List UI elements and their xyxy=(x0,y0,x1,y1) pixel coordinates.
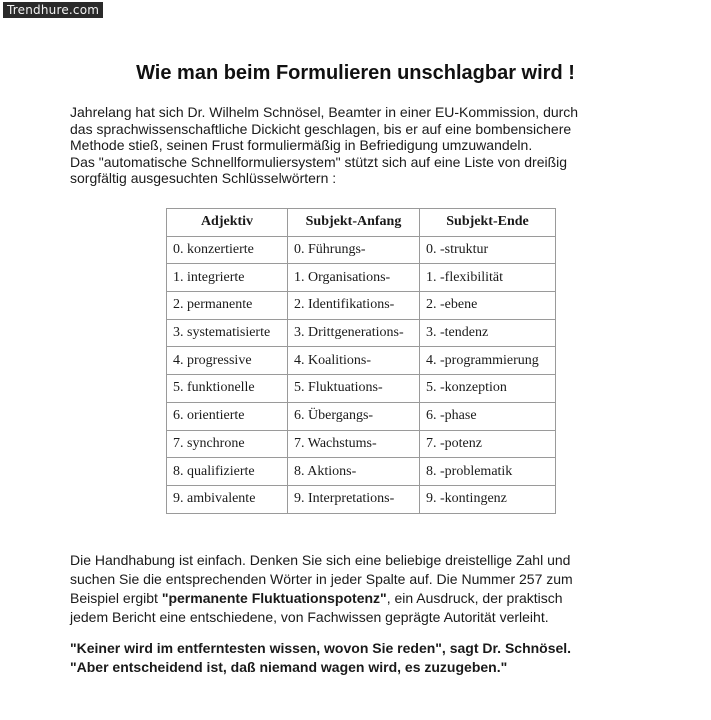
cell-subjekt-ende: 4. -programmierung xyxy=(420,347,556,375)
quote-paragraph xyxy=(70,639,650,677)
usage-line: jedem Bericht eine entschiedene, von Fachwissen geprägte Autorität verleiht. xyxy=(70,609,549,625)
intro-line: Methode stieß, seinen Frust formuliermäßig in Befriedigung umzuwandeln. xyxy=(70,137,533,153)
cell-subjekt-ende: 8. -problematik xyxy=(420,458,556,486)
cell-subjekt-anfang: 1. Organisations- xyxy=(288,264,420,292)
usage-text: Beispiel ergibt xyxy=(70,590,162,606)
cell-adjektiv: 3. systematisierte xyxy=(167,319,288,347)
cell-subjekt-anfang: 5. Fluktuations- xyxy=(288,375,420,403)
table-row xyxy=(167,319,556,347)
intro-line: sorgfältig ausgesuchten Schlüsselwörtern : xyxy=(70,170,337,186)
table-row xyxy=(167,347,556,375)
cell-subjekt-ende: 5. -konzeption xyxy=(420,375,556,403)
cell-adjektiv: 8. qualifizierte xyxy=(167,458,288,486)
cell-subjekt-anfang: 4. Koalitions- xyxy=(288,347,420,375)
cell-subjekt-anfang: 3. Drittgenerations- xyxy=(288,319,420,347)
header-subjekt-ende: Subjekt-Ende xyxy=(420,209,556,237)
cell-subjekt-anfang: 9. Interpretations- xyxy=(288,485,420,513)
cell-adjektiv: 7. synchrone xyxy=(167,430,288,458)
cell-subjekt-anfang: 8. Aktions- xyxy=(288,458,420,486)
quote-line: "Keiner wird im entferntesten wissen, wovon Sie reden", sagt Dr. Schnösel. xyxy=(70,640,572,656)
cell-subjekt-ende: 9. -kontingenz xyxy=(420,485,556,513)
usage-paragraph xyxy=(70,551,630,627)
usage-text: , ein Ausdruck, der praktisch xyxy=(386,590,563,606)
cell-adjektiv: 6. orientierte xyxy=(167,402,288,430)
example-phrase: "permanente Fluktuationspotenz" xyxy=(161,590,387,606)
usage-line: Die Handhabung ist einfach. Denken Sie sich eine beliebige dreistellige Zahl und xyxy=(70,552,571,568)
keyword-table xyxy=(166,208,556,514)
cell-subjekt-ende: 1. -flexibilität xyxy=(420,264,556,292)
cell-subjekt-ende: 0. -struktur xyxy=(420,236,556,264)
table-row xyxy=(167,236,556,264)
intro-line: das sprachwissenschaftliche Dickicht geschlagen, bis er auf eine bombensichere xyxy=(70,120,572,137)
cell-adjektiv: 0. konzertierte xyxy=(167,236,288,264)
intro-line: Jahrelang hat sich Dr. Wilhelm Schnösel, Beamter in einer EU-Kommission, durch xyxy=(70,104,579,120)
intro-line: Das "automatische Schnellformuliersystem" stützt sich auf eine Liste von dreißig xyxy=(70,153,568,170)
cell-adjektiv: 5. funktionelle xyxy=(167,375,288,403)
cell-subjekt-anfang: 7. Wachstums- xyxy=(288,430,420,458)
table-row xyxy=(167,402,556,430)
cell-adjektiv: 2. permanente xyxy=(167,292,288,320)
watermark: Trendhure.com xyxy=(3,2,103,18)
intro-paragraph xyxy=(70,104,670,187)
cell-adjektiv: 1. integrierte xyxy=(167,264,288,292)
table-row xyxy=(167,375,556,403)
cell-subjekt-anfang: 0. Führungs- xyxy=(288,236,420,264)
header-adjektiv: Adjektiv xyxy=(167,209,288,237)
cell-subjekt-ende: 2. -ebene xyxy=(420,292,556,320)
page-title: Wie man beim Formulieren unschlagbar wird ! xyxy=(136,62,575,84)
quote-line: "Aber entscheidend ist, daß niemand wagen wird, es zuzugeben." xyxy=(70,659,508,675)
cell-subjekt-anfang: 2. Identifikations- xyxy=(288,292,420,320)
cell-subjekt-ende: 7. -potenz xyxy=(420,430,556,458)
cell-adjektiv: 4. progressive xyxy=(167,347,288,375)
table-row xyxy=(167,485,556,513)
usage-line xyxy=(70,589,630,608)
table-header-row xyxy=(167,209,556,237)
table-row xyxy=(167,430,556,458)
table-row xyxy=(167,292,556,320)
cell-subjekt-ende: 3. -tendenz xyxy=(420,319,556,347)
table-row xyxy=(167,458,556,486)
cell-subjekt-ende: 6. -phase xyxy=(420,402,556,430)
header-subjekt-anfang: Subjekt-Anfang xyxy=(288,209,420,237)
usage-line: suchen Sie die entsprechenden Wörter in jeder Spalte auf. Die Nummer 257 zum xyxy=(70,571,573,587)
cell-adjektiv: 9. ambivalente xyxy=(167,485,288,513)
cell-subjekt-anfang: 6. Übergangs- xyxy=(288,402,420,430)
table-row xyxy=(167,264,556,292)
